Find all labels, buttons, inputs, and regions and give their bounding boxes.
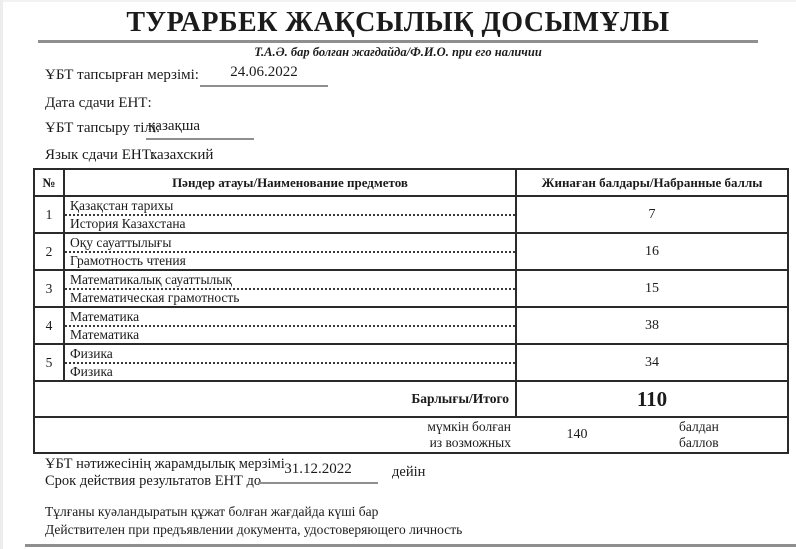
footer-notes xyxy=(45,503,462,538)
max-possible-row xyxy=(34,417,788,453)
score-value: 38 xyxy=(516,307,788,344)
bottom-divider xyxy=(25,544,796,547)
footer-note-ru: Действителен при предъявлении документа, удостоверяющего личность xyxy=(45,521,463,537)
subject-cell xyxy=(64,270,516,307)
subject-name-ru: История Казахстана xyxy=(70,216,186,231)
row-number: 5 xyxy=(34,344,64,381)
subject-name-ru: Математика xyxy=(70,327,140,342)
subject-name-kk: Оқу сауаттылығы xyxy=(65,234,515,253)
footer-note-kk: Тұлғаны куәландыратын құжат болған жағдайда күші бар xyxy=(45,504,379,519)
subject-name-kk: Математикалық сауаттылық xyxy=(65,271,515,290)
subject-name-ru: Грамотность чтения xyxy=(70,253,186,268)
table-row xyxy=(34,344,788,381)
exam-date-value: 24.06.2022 xyxy=(200,64,328,87)
table-row xyxy=(34,196,788,233)
exam-lang-value-ru: казахский xyxy=(150,147,214,163)
row-number: 3 xyxy=(34,270,64,307)
validity-label xyxy=(45,456,285,489)
subject-name-kk: Физика xyxy=(65,345,515,364)
subject-cell xyxy=(64,196,516,233)
row-number: 2 xyxy=(34,233,64,270)
total-label: Барлығы/Итого xyxy=(34,381,516,417)
total-row xyxy=(34,381,788,417)
score-value: 34 xyxy=(516,344,788,381)
subject-cell xyxy=(64,344,516,381)
table-header-row xyxy=(34,169,788,196)
subject-cell xyxy=(64,307,516,344)
exam-date-label-ru: Дата сдачи ЕНТ: xyxy=(45,95,152,111)
subject-name-ru: Математическая грамотность xyxy=(70,290,240,305)
col-header-number: № xyxy=(34,169,64,196)
max-possible-unit: балдан баллов xyxy=(679,419,719,450)
subject-name-ru: Физика xyxy=(70,364,113,379)
person-name-title: ТУРАРБЕК ЖАҚСЫЛЫҚ ДОСЫМҰЛЫ xyxy=(126,7,670,38)
score-value: 15 xyxy=(516,270,788,307)
validity-label-ru: Срок действия результатов ЕНТ до xyxy=(45,472,262,489)
max-possible-score: 140 xyxy=(566,427,588,442)
validity-date-value: 31.12.2022 xyxy=(258,461,378,484)
title-underline xyxy=(38,40,758,43)
table-row xyxy=(34,233,788,270)
name-caption: Т.А.Ә. бар болған жағдайда/Ф.И.О. при его наличии xyxy=(254,45,542,59)
validity-label-kk: ҰБТ нәтижесінің жарамдылық мерзімі xyxy=(45,456,285,472)
scores-table xyxy=(33,168,789,454)
max-possible-label: мүмкін болған из возможных xyxy=(427,419,511,450)
col-header-subject: Пәндер атауы/Наименование предметов xyxy=(64,169,516,196)
table-row xyxy=(34,307,788,344)
row-number: 4 xyxy=(34,307,64,344)
table-row xyxy=(34,270,788,307)
exam-lang-label-ru: Язык сдачи ЕНТ: xyxy=(45,147,156,163)
total-score: 110 xyxy=(516,381,788,417)
exam-date-label-kk: ҰБТ тапсырған мерзімі: xyxy=(45,67,199,83)
score-value: 7 xyxy=(516,196,788,233)
subject-name-kk: Математика xyxy=(65,308,515,327)
exam-lang-label-kk: ҰБТ тапсыру тілі: xyxy=(45,120,161,136)
row-number: 1 xyxy=(34,196,64,233)
subject-name-kk: Қазақстан тарихы xyxy=(65,197,515,216)
score-value: 16 xyxy=(516,233,788,270)
col-header-score: Жинаған балдары/Набранные баллы xyxy=(516,169,788,196)
exam-lang-value-kk: қазақша xyxy=(146,118,254,140)
subject-cell xyxy=(64,233,516,270)
validity-suffix: дейін xyxy=(392,464,426,480)
